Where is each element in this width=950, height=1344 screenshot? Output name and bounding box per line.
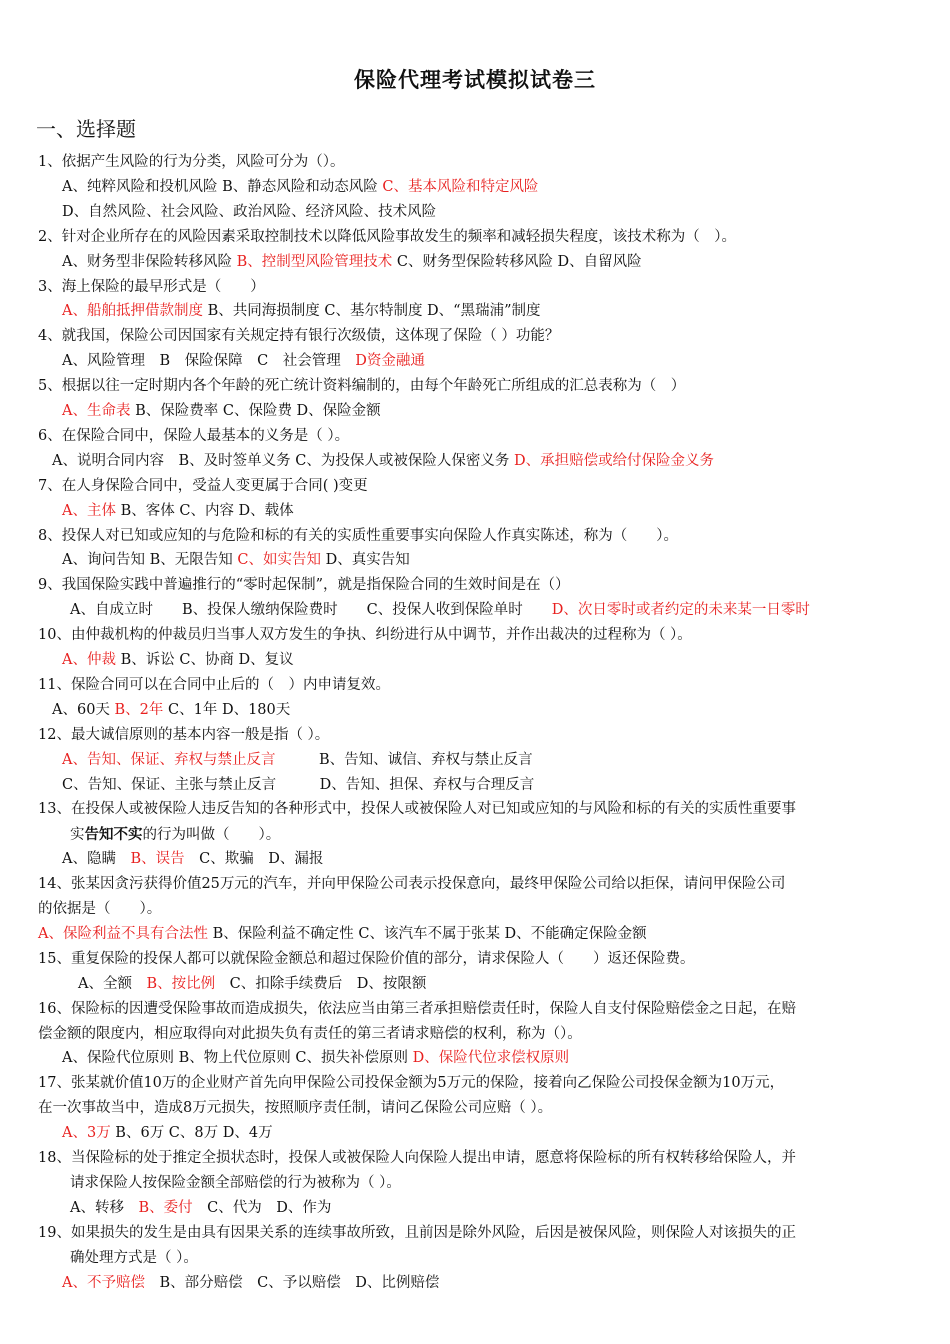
text-segment: 确处理方式是（ ）。 — [70, 1249, 198, 1266]
text-segment: D、自然风险、社会风险、政治风险、经济风险、技术风险 — [62, 203, 437, 220]
text-segment: A、隐瞒 — [62, 851, 131, 868]
text-line — [52, 449, 714, 474]
text-line — [38, 1022, 582, 1047]
text-segment: 7、在人身保险合同中，受益人变更属于合同( )变更 — [38, 477, 368, 494]
text-line — [62, 847, 323, 872]
text-line — [38, 1221, 796, 1246]
text-segment: 4、就我国，保险公司因国家有关规定持有银行次级债，这体现了保险（ ）功能？ — [38, 328, 560, 345]
text-line — [52, 698, 290, 723]
text-line — [38, 623, 692, 648]
text-segment: A、说明合同内容 B、及时签单义务 C、为投保人或被保险人保密义务 — [52, 452, 514, 469]
text-segment: 11、保险合同可以在合同中止后的（ ）内申请复效。 — [38, 676, 390, 693]
text-segment: 2、针对企业所存在的风险因素采取控制技术以降低风险事故发生的频率和减轻损失程度，该技术称为（ ）。 — [38, 228, 736, 245]
answer-text: B、委付 — [138, 1199, 193, 1216]
answer-text: A、3万 — [62, 1125, 111, 1142]
text-line — [38, 1071, 784, 1096]
text-line — [38, 573, 570, 598]
answer-text: B、2年 — [114, 701, 164, 718]
text-line — [38, 374, 685, 399]
answer-text: D、次日零时或者约定的未来某一日零时 — [551, 602, 810, 619]
text-segment: B、诉讼 C、协商 D、复议 — [115, 652, 294, 668]
text-segment: A、询问告知 B、无限告知 — [62, 552, 238, 569]
text-segment: 14、张某因贪污获得价值25万元的汽车，并向甲保险公司表示投保意向，最终甲保险公司给以拒保，请问甲保险公司 — [38, 876, 786, 893]
text-line — [38, 150, 344, 175]
text-segment: 8、投保人对已知或应知的与危险和标的有关的实质性重要事实向保险人作真实陈述，称为（ ）。 — [38, 527, 678, 544]
answer-text: A、告知、保证、弃权与禁止反言 — [62, 751, 276, 768]
answer-text: A、主体 — [62, 502, 116, 519]
text-segment: C、代为 D、作为 — [192, 1199, 332, 1216]
text-segment: A、自成立时 B、投保人缴纳保险费时 C、投保人收到保险单时 — [70, 602, 552, 619]
text-segment: B、部分赔偿 C、予以赔偿 D、比例赔偿 — [144, 1274, 440, 1291]
text-segment: 1、依据产生风险的行为分类，风险可分为（）。 — [38, 154, 345, 170]
text-line — [38, 524, 678, 549]
text-line — [38, 324, 559, 349]
text-line — [70, 822, 280, 847]
answer-text: A、不予赔偿 — [62, 1274, 145, 1291]
answer-text: A、生命表 — [62, 403, 131, 419]
text-segment: B、客体 C、内容 D、载体 — [115, 502, 294, 519]
text-segment: 3、海上保险的最早形式是（ ） — [38, 278, 265, 295]
text-segment: 16、保险标的因遭受保险事故而造成损失，依法应当由第三者承担赔偿责任时，保险人自支付保险赔偿金之日起，在赔 — [38, 1000, 796, 1017]
text-line — [38, 922, 647, 947]
text-line — [70, 598, 810, 623]
text-line — [38, 474, 368, 499]
text-line — [38, 897, 161, 922]
text-line — [38, 1096, 552, 1121]
text-segment: 告知不实 — [84, 826, 143, 844]
text-line — [62, 773, 534, 798]
text-line — [62, 349, 425, 374]
text-segment: B、告知、诚信、弃权与禁止反言 — [275, 751, 533, 768]
text-segment: 19、如果损失的发生是由具有因果关系的连续事故所致，且前因是除外风险，后因是被保风险，则保险人对该损失的正 — [38, 1224, 796, 1241]
text-line — [38, 872, 785, 897]
text-line — [78, 972, 426, 997]
text-line — [38, 225, 736, 250]
text-line — [62, 648, 294, 673]
text-line — [70, 1246, 198, 1271]
text-segment: A、60天 — [52, 701, 115, 718]
text-line — [62, 548, 410, 573]
text-line — [62, 175, 538, 200]
text-segment: 偿金额的限度内，相应取得向对此损失负有责任的第三者请求赔偿的权利，称为（）。 — [38, 1025, 582, 1042]
text-segment: 15、重复保险的投保人都可以就保险金额总和超过保险价值的部分，请求保险人（ ）返还保险费。 — [38, 950, 695, 967]
text-segment: A、转移 — [70, 1199, 139, 1216]
text-segment: C、欺骗 D、漏报 — [184, 851, 324, 868]
text-segment: 13、在投保人或被保险人违反告知的各种形式中，投保人或被保险人对已知或应知的与风险和标的有关的实质性重要事 — [38, 801, 796, 818]
text-segment: 在一次事故当中，造成8万元损失，按照顺序责任制，请问乙保险公司应赔（ ）。 — [38, 1100, 553, 1117]
text-segment: C、1年 D、180天 — [163, 701, 291, 718]
text-segment: D、真实告知 — [320, 552, 410, 569]
text-line — [38, 275, 265, 300]
text-line — [62, 1121, 273, 1146]
text-segment: C、扣除手续费后 D、按限额 — [215, 975, 427, 992]
text-line — [62, 399, 381, 424]
answer-text: C、如实告知 — [237, 552, 321, 569]
text-line — [38, 673, 390, 698]
text-segment: B、保险费率 C、保险费 D、保险金额 — [130, 403, 381, 419]
text-segment: A、财务型非保险转移风险 — [62, 253, 237, 270]
text-segment: 的依据是（ ）。 — [38, 901, 162, 917]
text-segment: C、财务型保险转移风险 D、自留风险 — [392, 253, 642, 270]
answer-text: D、保险代位求偿权原则 — [412, 1050, 570, 1067]
text-segment: 9、我国保险实践中普遍推行的“零时起保制”，就是指保险合同的生效时间是在（） — [38, 577, 570, 594]
text-segment: 的行为叫做（ ）。 — [142, 827, 281, 844]
text-line — [38, 997, 796, 1022]
text-segment: 18、当保险标的处于推定全损状态时，投保人或被保险人向保险人提出申请，愿意将保险标的所有权转移给保险人，并 — [38, 1150, 796, 1166]
text-segment: A、全额 — [78, 975, 147, 992]
answer-text: B、按比例 — [146, 975, 216, 992]
text-line — [38, 947, 694, 972]
text-line — [70, 1196, 331, 1221]
text-segment: 实 — [70, 827, 85, 844]
answer-text: B、控制型风险管理技术 — [236, 253, 393, 270]
text-segment: 17、张某就价值10万的企业财产首先向甲保险公司投保金额为5万元的保险，接着向乙保险公司投保金额为10万元， — [38, 1075, 785, 1092]
text-line — [38, 723, 329, 748]
answer-text: D、承担赔偿或给付保险金义务 — [513, 452, 715, 469]
text-line — [38, 424, 349, 449]
text-line — [62, 200, 436, 225]
text-segment: 请求保险人按保险金额全部赔偿的行为被称为（ ）。 — [70, 1174, 401, 1191]
text-line — [38, 1146, 796, 1171]
text-segment: 5、根据以往一定时期内各个年龄的死亡统计资料编制的，由每个年龄死亡所组成的汇总表称为（ ） — [38, 378, 686, 395]
text-segment: B、共同海损制度 C、基尔特制度 D、“黑瑞浦”制度 — [202, 303, 541, 320]
text-line — [62, 1046, 569, 1071]
text-line — [38, 797, 796, 822]
text-line — [62, 250, 642, 275]
text-segment: B、保险利益不确定性 C、该汽车不属于张某 D、不能确定保险金额 — [207, 925, 647, 942]
text-segment: A、风险管理 B 保险保障 C 社会管理 — [62, 353, 356, 370]
answer-text: A、船舶抵押借款制度 — [62, 303, 203, 320]
text-line — [62, 1271, 439, 1296]
text-segment: 10、由仲裁机构的仲裁员归当事人双方发生的争执、纠纷进行从中调节，并作出裁决的过程称为（ ）。 — [38, 627, 692, 644]
answer-text: D资金融通 — [355, 353, 425, 370]
text-segment: A、纯粹风险和投机风险 B、静态风险和动态风险 — [62, 178, 383, 195]
text-line — [70, 1171, 401, 1196]
text-segment: C、告知、保证、主张与禁止反言 D、告知、担保、弃权与合理反言 — [62, 776, 535, 793]
text-segment: 6、在保险合同中，保险人最基本的义务是（ ）。 — [38, 427, 350, 444]
text-line — [62, 499, 294, 524]
text-segment: B、6万 C、8万 D、4万 — [110, 1125, 273, 1142]
answer-text: C、基本风险和特定风险 — [382, 178, 539, 195]
text-segment: A、保险代位原则 B、物上代位原则 C、损失补偿原则 — [62, 1050, 413, 1067]
answer-text: B、误告 — [130, 851, 185, 868]
text-segment: 12、最大诚信原则的基本内容一般是指（ ）。 — [38, 726, 330, 743]
page-title: 保险代理考试模拟试卷三 — [354, 68, 596, 92]
answer-text: A、仲裁 — [62, 652, 116, 668]
text-line — [62, 748, 533, 773]
text-line — [62, 299, 541, 324]
section-heading: 一、选择题 — [36, 117, 136, 141]
answer-text: A、保险利益不具有合法性 — [38, 925, 208, 942]
